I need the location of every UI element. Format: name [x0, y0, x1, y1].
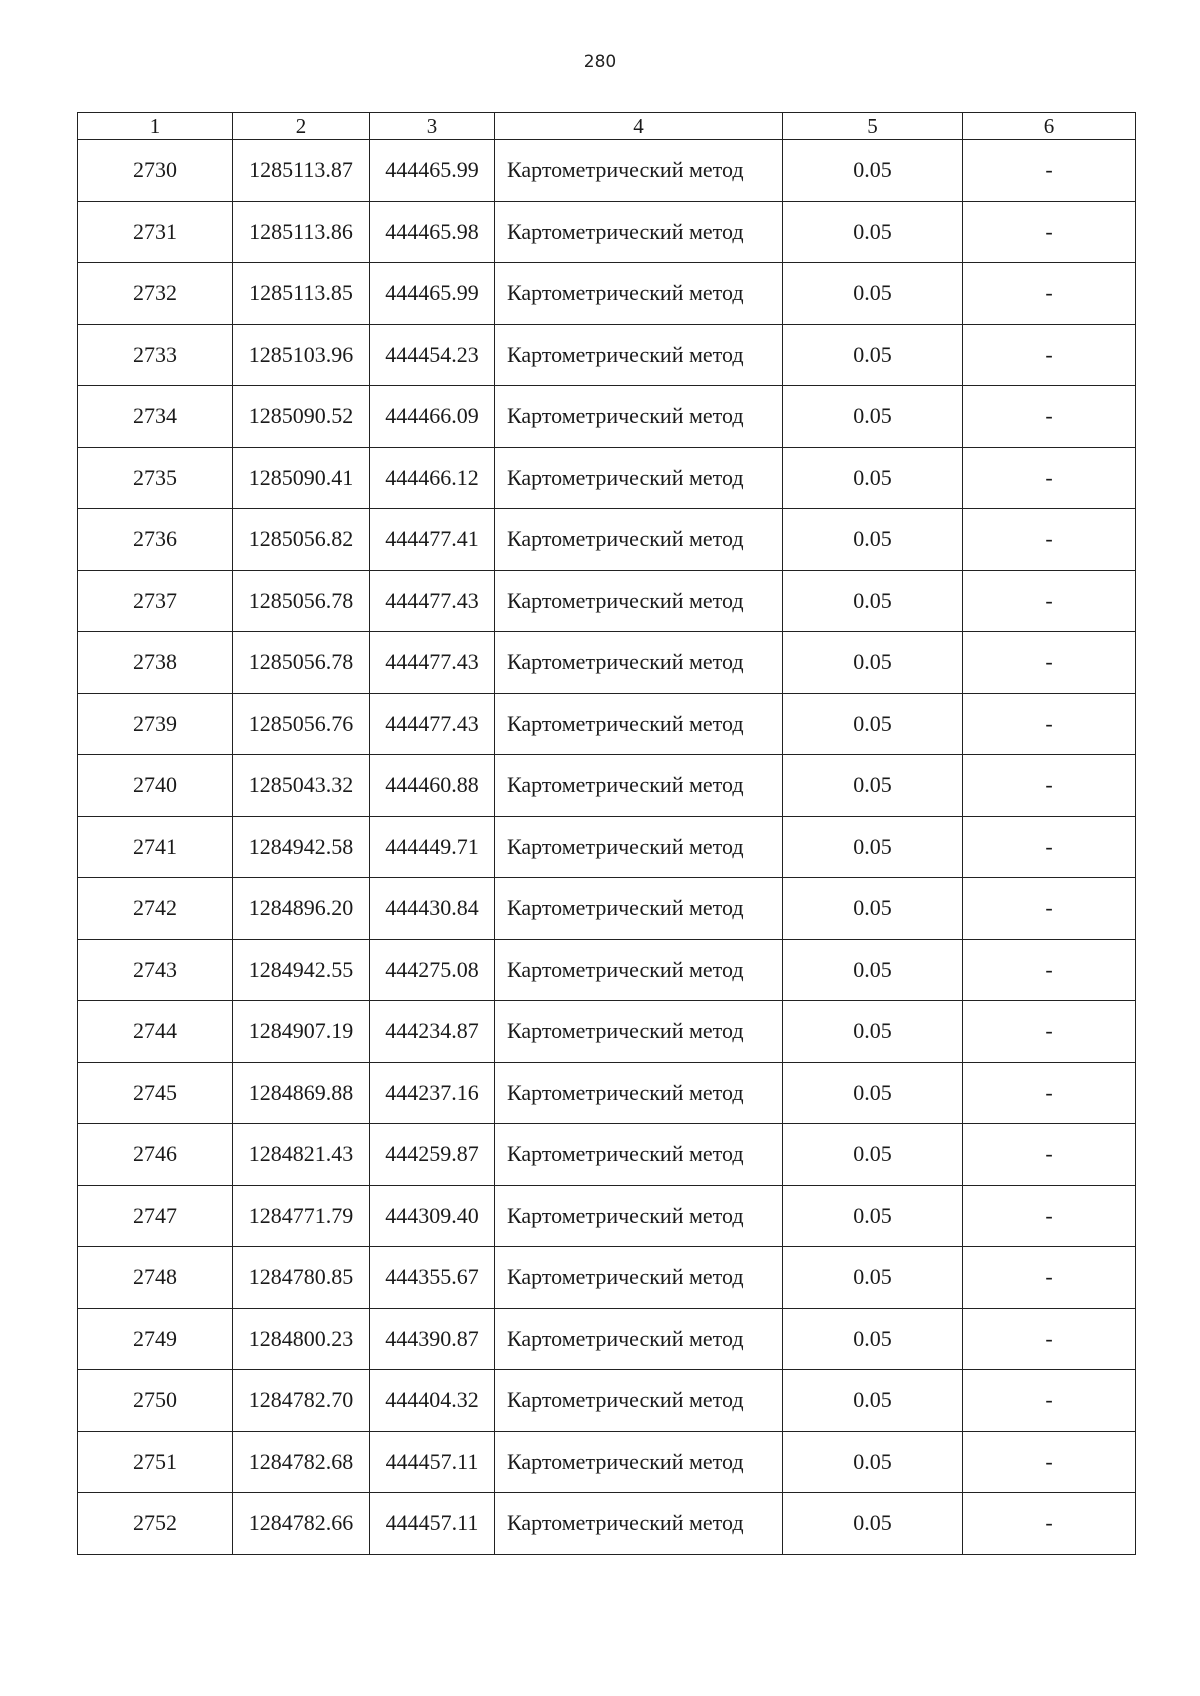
- method-cell: Картометрический метод: [495, 1001, 783, 1063]
- point-number-cell: 2738: [78, 632, 233, 694]
- point-number-cell: 2734: [78, 386, 233, 448]
- note-cell: -: [963, 693, 1136, 755]
- x-coordinate-cell: 1285043.32: [233, 755, 370, 817]
- accuracy-cell: 0.05: [783, 878, 963, 940]
- y-coordinate-cell: 444430.84: [370, 878, 495, 940]
- x-coordinate-cell: 1284942.55: [233, 939, 370, 1001]
- y-coordinate-cell: 444259.87: [370, 1124, 495, 1186]
- table-row: [78, 1062, 1136, 1124]
- method-cell: Картометрический метод: [495, 939, 783, 1001]
- y-coordinate-cell: 444457.11: [370, 1493, 495, 1555]
- point-number-cell: 2737: [78, 570, 233, 632]
- point-number-cell: 2735: [78, 447, 233, 509]
- point-number-cell: 2743: [78, 939, 233, 1001]
- point-number-cell: 2733: [78, 324, 233, 386]
- accuracy-cell: 0.05: [783, 1308, 963, 1370]
- x-coordinate-cell: 1285056.76: [233, 693, 370, 755]
- note-cell: -: [963, 878, 1136, 940]
- method-cell: Картометрический метод: [495, 816, 783, 878]
- table-row: [78, 816, 1136, 878]
- column-header-4: 4: [495, 113, 783, 140]
- accuracy-cell: 0.05: [783, 1001, 963, 1063]
- accuracy-cell: 0.05: [783, 755, 963, 817]
- point-number-cell: 2751: [78, 1431, 233, 1493]
- point-number-cell: 2742: [78, 878, 233, 940]
- table-row: [78, 878, 1136, 940]
- y-coordinate-cell: 444460.88: [370, 755, 495, 817]
- y-coordinate-cell: 444234.87: [370, 1001, 495, 1063]
- x-coordinate-cell: 1285056.82: [233, 509, 370, 571]
- y-coordinate-cell: 444275.08: [370, 939, 495, 1001]
- table-row: [78, 693, 1136, 755]
- note-cell: -: [963, 447, 1136, 509]
- column-header-2: 2: [233, 113, 370, 140]
- point-number-cell: 2745: [78, 1062, 233, 1124]
- note-cell: -: [963, 201, 1136, 263]
- x-coordinate-cell: 1285113.86: [233, 201, 370, 263]
- accuracy-cell: 0.05: [783, 816, 963, 878]
- accuracy-cell: 0.05: [783, 509, 963, 571]
- accuracy-cell: 0.05: [783, 693, 963, 755]
- note-cell: -: [963, 632, 1136, 694]
- point-number-cell: 2732: [78, 263, 233, 325]
- table-row: [78, 140, 1136, 202]
- y-coordinate-cell: 444477.43: [370, 570, 495, 632]
- method-cell: Картометрический метод: [495, 693, 783, 755]
- point-number-cell: 2740: [78, 755, 233, 817]
- table-row: [78, 1493, 1136, 1555]
- note-cell: -: [963, 1124, 1136, 1186]
- note-cell: -: [963, 1001, 1136, 1063]
- accuracy-cell: 0.05: [783, 570, 963, 632]
- table-row: [78, 386, 1136, 448]
- x-coordinate-cell: 1285056.78: [233, 570, 370, 632]
- table-row: [78, 570, 1136, 632]
- method-cell: Картометрический метод: [495, 1247, 783, 1309]
- table-row: [78, 939, 1136, 1001]
- point-number-cell: 2731: [78, 201, 233, 263]
- table-row: [78, 447, 1136, 509]
- method-cell: Картометрический метод: [495, 570, 783, 632]
- note-cell: -: [963, 570, 1136, 632]
- accuracy-cell: 0.05: [783, 1062, 963, 1124]
- accuracy-cell: 0.05: [783, 1247, 963, 1309]
- y-coordinate-cell: 444466.12: [370, 447, 495, 509]
- x-coordinate-cell: 1284869.88: [233, 1062, 370, 1124]
- x-coordinate-cell: 1284907.19: [233, 1001, 370, 1063]
- table-row: [78, 263, 1136, 325]
- x-coordinate-cell: 1285113.87: [233, 140, 370, 202]
- column-header-6: 6: [963, 113, 1136, 140]
- note-cell: -: [963, 1185, 1136, 1247]
- table-row: [78, 1370, 1136, 1432]
- method-cell: Картометрический метод: [495, 1370, 783, 1432]
- point-number-cell: 2744: [78, 1001, 233, 1063]
- method-cell: Картометрический метод: [495, 1124, 783, 1186]
- method-cell: Картометрический метод: [495, 755, 783, 817]
- note-cell: -: [963, 1308, 1136, 1370]
- method-cell: Картометрический метод: [495, 1308, 783, 1370]
- point-number-cell: 2736: [78, 509, 233, 571]
- y-coordinate-cell: 444465.98: [370, 201, 495, 263]
- note-cell: -: [963, 324, 1136, 386]
- method-cell: Картометрический метод: [495, 386, 783, 448]
- table-row: [78, 1001, 1136, 1063]
- y-coordinate-cell: 444454.23: [370, 324, 495, 386]
- x-coordinate-cell: 1284782.68: [233, 1431, 370, 1493]
- method-cell: Картометрический метод: [495, 878, 783, 940]
- point-number-cell: 2747: [78, 1185, 233, 1247]
- y-coordinate-cell: 444457.11: [370, 1431, 495, 1493]
- y-coordinate-cell: 444390.87: [370, 1308, 495, 1370]
- point-number-cell: 2730: [78, 140, 233, 202]
- table-row: [78, 1308, 1136, 1370]
- y-coordinate-cell: 444404.32: [370, 1370, 495, 1432]
- table-row: [78, 509, 1136, 571]
- note-cell: -: [963, 1247, 1136, 1309]
- point-number-cell: 2752: [78, 1493, 233, 1555]
- point-number-cell: 2741: [78, 816, 233, 878]
- x-coordinate-cell: 1285090.52: [233, 386, 370, 448]
- point-number-cell: 2748: [78, 1247, 233, 1309]
- y-coordinate-cell: 444477.43: [370, 693, 495, 755]
- table-row: [78, 632, 1136, 694]
- note-cell: -: [963, 755, 1136, 817]
- accuracy-cell: 0.05: [783, 386, 963, 448]
- method-cell: Картометрический метод: [495, 201, 783, 263]
- method-cell: Картометрический метод: [495, 324, 783, 386]
- table-row: [78, 1124, 1136, 1186]
- x-coordinate-cell: 1285090.41: [233, 447, 370, 509]
- column-header-1: 1: [78, 113, 233, 140]
- table-row: [78, 1431, 1136, 1493]
- table-row: [78, 755, 1136, 817]
- x-coordinate-cell: 1284896.20: [233, 878, 370, 940]
- method-cell: Картометрический метод: [495, 1431, 783, 1493]
- point-number-cell: 2749: [78, 1308, 233, 1370]
- note-cell: -: [963, 509, 1136, 571]
- table-header: [78, 113, 1136, 140]
- table-row: [78, 1247, 1136, 1309]
- method-cell: Картометрический метод: [495, 447, 783, 509]
- note-cell: -: [963, 1431, 1136, 1493]
- method-cell: Картометрический метод: [495, 509, 783, 571]
- note-cell: -: [963, 263, 1136, 325]
- accuracy-cell: 0.05: [783, 939, 963, 1001]
- accuracy-cell: 0.05: [783, 1431, 963, 1493]
- table-row: [78, 201, 1136, 263]
- note-cell: -: [963, 1062, 1136, 1124]
- note-cell: -: [963, 140, 1136, 202]
- point-number-cell: 2750: [78, 1370, 233, 1432]
- y-coordinate-cell: 444477.41: [370, 509, 495, 571]
- accuracy-cell: 0.05: [783, 1185, 963, 1247]
- x-coordinate-cell: 1284782.70: [233, 1370, 370, 1432]
- header-row: [78, 113, 1136, 140]
- accuracy-cell: 0.05: [783, 447, 963, 509]
- x-coordinate-cell: 1284800.23: [233, 1308, 370, 1370]
- accuracy-cell: 0.05: [783, 201, 963, 263]
- note-cell: -: [963, 1370, 1136, 1432]
- point-number-cell: 2739: [78, 693, 233, 755]
- x-coordinate-cell: 1284780.85: [233, 1247, 370, 1309]
- x-coordinate-cell: 1284782.66: [233, 1493, 370, 1555]
- point-number-cell: 2746: [78, 1124, 233, 1186]
- y-coordinate-cell: 444465.99: [370, 140, 495, 202]
- accuracy-cell: 0.05: [783, 263, 963, 325]
- y-coordinate-cell: 444237.16: [370, 1062, 495, 1124]
- accuracy-cell: 0.05: [783, 1493, 963, 1555]
- note-cell: -: [963, 386, 1136, 448]
- coordinates-table: [77, 112, 1136, 1555]
- note-cell: -: [963, 1493, 1136, 1555]
- table-body: [78, 140, 1136, 1555]
- y-coordinate-cell: 444309.40: [370, 1185, 495, 1247]
- method-cell: Картометрический метод: [495, 1185, 783, 1247]
- column-header-3: 3: [370, 113, 495, 140]
- accuracy-cell: 0.05: [783, 324, 963, 386]
- note-cell: -: [963, 816, 1136, 878]
- column-header-5: 5: [783, 113, 963, 140]
- table-row: [78, 1185, 1136, 1247]
- y-coordinate-cell: 444477.43: [370, 632, 495, 694]
- y-coordinate-cell: 444449.71: [370, 816, 495, 878]
- accuracy-cell: 0.05: [783, 1370, 963, 1432]
- x-coordinate-cell: 1285113.85: [233, 263, 370, 325]
- accuracy-cell: 0.05: [783, 632, 963, 694]
- method-cell: Картометрический метод: [495, 140, 783, 202]
- page-number: 280: [583, 52, 617, 72]
- note-cell: -: [963, 939, 1136, 1001]
- method-cell: Картометрический метод: [495, 263, 783, 325]
- x-coordinate-cell: 1284942.58: [233, 816, 370, 878]
- y-coordinate-cell: 444355.67: [370, 1247, 495, 1309]
- method-cell: Картометрический метод: [495, 1062, 783, 1124]
- x-coordinate-cell: 1285103.96: [233, 324, 370, 386]
- accuracy-cell: 0.05: [783, 140, 963, 202]
- x-coordinate-cell: 1284821.43: [233, 1124, 370, 1186]
- method-cell: Картометрический метод: [495, 1493, 783, 1555]
- y-coordinate-cell: 444465.99: [370, 263, 495, 325]
- method-cell: Картометрический метод: [495, 632, 783, 694]
- y-coordinate-cell: 444466.09: [370, 386, 495, 448]
- x-coordinate-cell: 1285056.78: [233, 632, 370, 694]
- table-row: [78, 324, 1136, 386]
- x-coordinate-cell: 1284771.79: [233, 1185, 370, 1247]
- accuracy-cell: 0.05: [783, 1124, 963, 1186]
